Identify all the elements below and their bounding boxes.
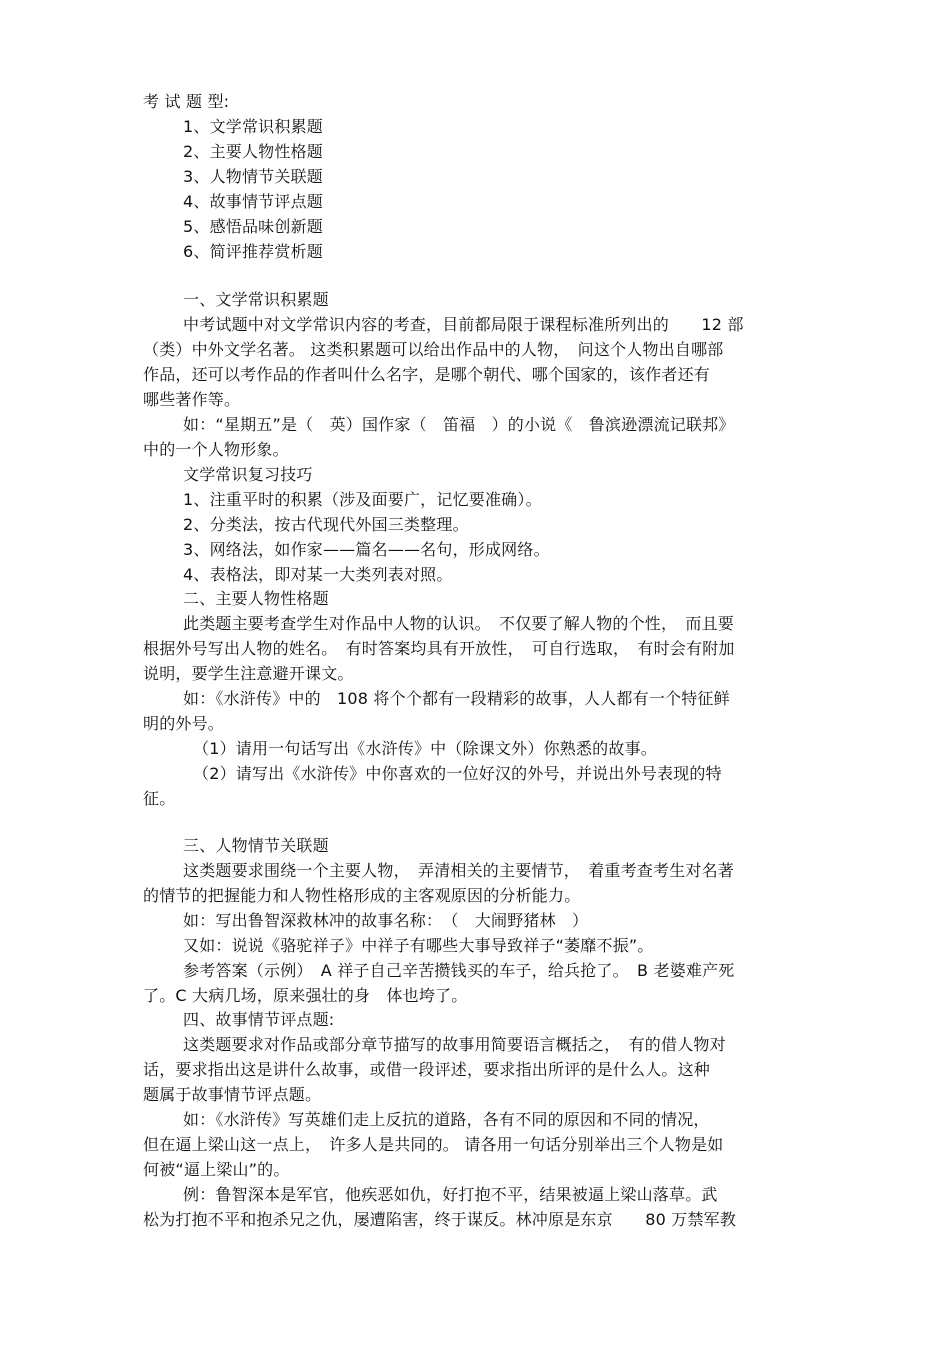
paragraph-line: 这类题要求围绕一个主要人物， 弄清相关的主要情节， 着重考查考生对名著 xyxy=(183,861,735,880)
question-line: （1）请用一句话写出《水浒传》中（除课文外）你熟悉的故事。 xyxy=(193,739,657,758)
paragraph-line: 根据外号写出人物的姓名。 有时答案均具有开放性， 可自行选取， 有时会有附加 xyxy=(143,639,735,658)
answer-line: 了。C 大病几场，原来强壮的身 体也垮了。 xyxy=(143,986,468,1005)
question-line: （2）请写出《水浒传》中你喜欢的一位好汉的外号，并说出外号表现的特 xyxy=(193,764,722,783)
paragraph-line: 作品，还可以考作品的作者叫什么名字，是哪个朝代、哪个国家的，该作者还有 xyxy=(143,365,711,384)
tip-item: 1、注重平时的积累（涉及面要广，记忆要准确）。 xyxy=(183,490,542,509)
paragraph-line: 中考试题中对文学常识内容的考查，目前都局限于课程标准所列出的 12 部 xyxy=(183,315,744,334)
example-line: 又如：说说《骆驼祥子》中祥子有哪些大事导致祥子“萎靡不振”。 xyxy=(183,936,654,955)
example-line: 何被“逼上梁山”的。 xyxy=(143,1160,290,1179)
question-type-item: 2、主要人物性格题 xyxy=(183,142,323,161)
paragraph-line: 题属于故事情节评点题。 xyxy=(143,1085,322,1104)
sample-line: 例：鲁智深本是军官，他疾恶如仇，好打抱不平，结果被逼上梁山落草。武 xyxy=(183,1185,718,1204)
paragraph-line: 的情节的把握能力和人物性格形成的主客观原因的分析能力。 xyxy=(143,886,581,905)
example-line: 但在逼上梁山这一点上， 许多人是共同的。 请各用一句话分别举出三个人物是如 xyxy=(143,1135,724,1154)
example-line: 如：“星期五”是（ 英）国作家（ 笛福 ）的小说《 鲁滨逊漂流记联邦》 xyxy=(183,415,735,434)
question-type-item: 4、故事情节评点题 xyxy=(183,192,323,211)
example-line: 中的一个人物形象。 xyxy=(143,440,289,459)
tip-item: 3、网络法，如作家——篇名——名句，形成网络。 xyxy=(183,540,550,559)
answer-line: 参考答案（示例） A 祥子自己辛苦攒钱买的车子，给兵抢了。 B 老婆难产死 xyxy=(183,961,735,980)
paragraph-line: 此类题主要考查学生对作品中人物的认识。 不仅要了解人物的个性， 而且要 xyxy=(183,614,735,633)
example-line: 如：《水浒传》写英雄们走上反抗的道路，各有不同的原因和不同的情况， xyxy=(183,1110,710,1129)
section-heading: 四、故事情节评点题: xyxy=(183,1010,335,1029)
example-line: 如：写出鲁智深救林冲的故事名称： （ 大闹野猪林 ） xyxy=(183,911,589,930)
question-line: 征。 xyxy=(143,789,176,808)
question-type-item: 5、感悟品味创新题 xyxy=(183,217,323,236)
question-type-item: 6、简评推荐赏析题 xyxy=(183,242,323,261)
paragraph-line: 这类题要求对作品或部分章节描写的故事用简要语言概括之， 有的借人物对 xyxy=(183,1035,726,1054)
paragraph-line: 说明，要学生注意避开课文。 xyxy=(143,664,354,683)
example-line: 明的外号。 xyxy=(143,714,225,733)
paragraph-line: 哪些著作等。 xyxy=(143,390,241,409)
question-type-item: 3、人物情节关联题 xyxy=(183,167,323,186)
question-type-item: 1、文学常识积累题 xyxy=(183,117,323,136)
document-title: 考 试 题 型: xyxy=(143,92,230,111)
tip-item: 2、分类法，按古代现代外国三类整理。 xyxy=(183,515,469,534)
paragraph-line: （类）中外文学名著。 这类积累题可以给出作品中的人物， 问这个人物出自哪部 xyxy=(143,340,724,359)
section-heading: 三、人物情节关联题 xyxy=(183,836,329,855)
tips-heading: 文学常识复习技巧 xyxy=(183,465,313,484)
example-line: 如：《水浒传》中的 108 将个个都有一段精彩的故事，人人都有一个特征鲜 xyxy=(183,689,730,708)
sample-line: 松为打抱不平和抱杀兄之仇，屡遭陷害，终于谋反。林冲原是东京 80 万禁军教 xyxy=(143,1210,737,1229)
paragraph-line: 话，要求指出这是讲什么故事，或借一段评述，要求指出所评的是什么人。这种 xyxy=(143,1060,711,1079)
tip-item: 4、表格法，即对某一大类列表对照。 xyxy=(183,565,453,584)
section-heading: 一、文学常识积累题 xyxy=(183,290,329,309)
section-heading: 二、主要人物性格题 xyxy=(183,589,329,608)
